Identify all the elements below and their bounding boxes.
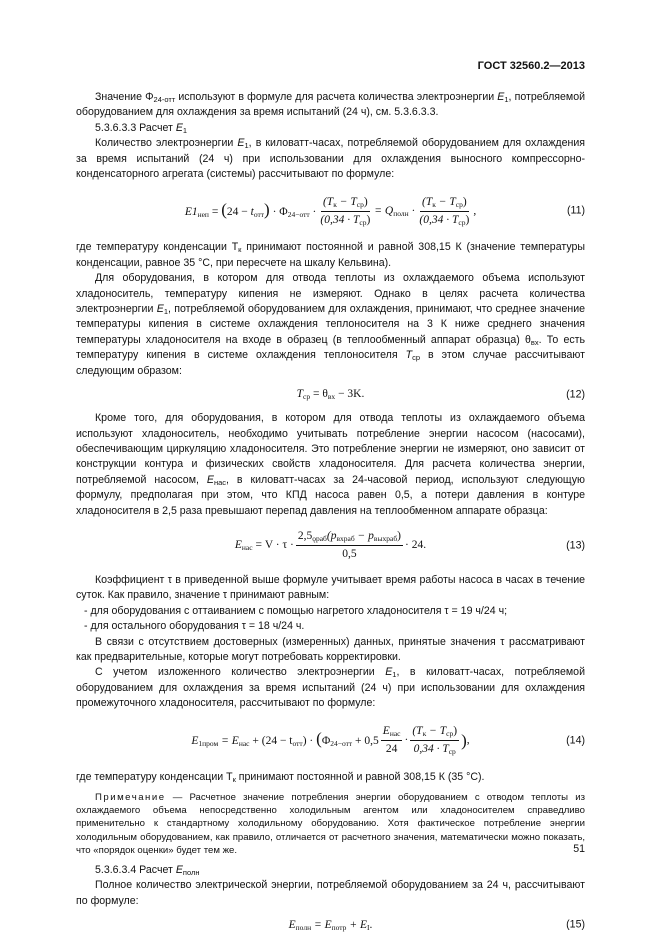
- paragraph-e1-intermediate: С учетом изложенного количество электроэнергии $E_1$, в киловатт-часах, потребляемой оборудованием для охлаждения за время испытаний (24 ч) при использовании для охлаждения промежуточного хладоносителя, рассчитывают по формуле:: [76, 666, 585, 710]
- formula-14-fraction-2: $\frac{(T_к - T_{ср})}{0,34 \cdot T_{ср}}$: [412, 724, 458, 757]
- formula-15: $E_{полн} = E_{потр} + E_I$. (15): [288, 918, 585, 932]
- note-block: Примечание — Расчетное значение потребления энергии оборудованием с отводом теплоты из охлаждаемого объема непосредственно холодильным агентом или хладоносителем справедливо применительно к стандартному холодильному оборудованию. Хотя фактическое потребление энергии холодильным оборудованием, как правило, отличается от расчетного значения, математически можно показать, что «порядок оценки» будет тем же.: [76, 792, 585, 856]
- standard-header: ГОСТ 32560.2—2013: [477, 60, 585, 72]
- formula-number-14: (14): [566, 733, 585, 746]
- paragraph-tk-35: где температуру конденсации $T_к$ принимают постоянной и равной 308,15 К (35 °С).: [76, 770, 485, 784]
- list-item-other: - для остального оборудования τ = 18 ч/24 ч.: [84, 620, 305, 633]
- list-item-defrost: - для оборудования с оттаиванием с помощью нагретого хладоносителя τ = 19 ч/24 ч;: [84, 604, 508, 617]
- section-heading-5-3-6-3-4: 5.3.6.3.4 Расчет $E_{полн}$: [95, 864, 200, 878]
- formula-11: $E1_{неп} = (24 - t_{отт}) \cdot \Phi_{24-отт}$ · $\frac{(T_к - T_{ср})}{(0,34 \cdot T_{ср})}$ = $Q_{полн}$ · $\frac{(T_к - T_{ср})}{(0,34 \cdot T_{ср})}$ , (11): [184, 195, 585, 227]
- paragraph-phi-usage: Значение $\Phi_{24-отт}$ используют в формуле для расчета количества электроэнергии $E_1$, потребляемой оборудованием для охлаждения за время испытаний (24 ч), см. 5.3.6.3.3.: [76, 91, 586, 119]
- formula-13-fraction: $\frac{2,5_{ǫраб}(p_{вхраб} - p_{выхраб})}{0,5}$: [297, 530, 401, 561]
- section-heading-5-3-6-3-3: 5.3.6.3.3 Расчет $E_1$: [95, 121, 188, 135]
- formula-11-fraction-2: $\frac{(T_к - T_{ср})}{(0,34 \cdot T_{ср})}$: [419, 195, 470, 227]
- formula-14: $E_{1пром} = E_{нас} + (24 - t_{отт}) \cdot (\Phi_{24-отт} + 0,5$ $\frac{E_{нас}}{24}$ · $\frac{(T_к - T_{ср})}{0,34 \cdot T_{ср}}$ ) , (14): [191, 724, 585, 757]
- paragraph-tau-preliminary: В связи с отсутствием достоверных (измеренных) данных, принятые значения τ рассматривают как предварительные, которые могут потребовать корректировки.: [76, 635, 585, 663]
- formula-number-13: (13): [566, 539, 585, 552]
- formula-number-15: (15): [566, 918, 585, 931]
- formula-14-fraction-1: $\frac{E_{нас}}{24}$: [382, 724, 401, 756]
- paragraph-tau-coefficient: Коэффициент τ в приведенной выше формуле учитывает время работы насоса в часах в течение суток. Как правило, значение τ принимают равным:: [76, 573, 585, 602]
- formula-12: $T_{ср} = \theta_{вх} - 3K$. (12): [296, 388, 585, 402]
- paragraph-boiling-temperature: Для оборудования, в котором для отвода теплоты из охлаждаемого объема используют хладоноситель, температуру кипения не измеряют. Однако в целях расчета количества электроэнергии $E_1$, потребляемой оборудованием для охлаждения, принимают, что среднее значение температуры кипения в системе охлаждения теплоносителя на 3 К ниже среднего значения температуры хладоносителя на входе в образец (в теплообменный аппарат образца) $\theta_{вх}$. То есть температуру кипения в системе охлаждения теплоносителя $T_{ср}$ в этом случае рассчитывают следующим образом:: [76, 272, 586, 377]
- formula-13: $E_{нас} = V \cdot \tau$ · $\frac{2,5_{ǫраб}(p_{вхраб} - p_{выхраб})}{0,5}$ · 24. (13): [76, 523, 585, 569]
- paragraph-total-energy: Полное количество электрической энергии, потребляемой оборудованием за 24 ч, рассчитывают по формуле:: [76, 879, 585, 907]
- formula-number-11: (11): [566, 204, 585, 217]
- paragraph-pump-energy: Кроме того, для оборудования, в котором для отвода теплоты из охлаждаемого объема используют хладоноситель, необходимо учитывать потребление энергии насосом (насосами), обеспечивающим циркуляцию хладоносителя. Это потребление энергии не измеряют, оно зависит от конструкции контура и физических свойств хладоносителя. Для расчета количества энергии, потребляемой насосом, $E_{нас}$, в киловатт-часах за 24-часовой период, используют следующую формулу, предполагая при этом, что КПД насоса равен 0,5, а потери давления в контуре хладоносителя в 2,5 раза превышают перепад давления на теплообменном аппарате образца:: [76, 412, 585, 517]
- page-content: [76, 90, 585, 941]
- page-number: 51: [573, 843, 585, 855]
- paragraph-tk-condensation: где температуру конденсации $T_к$ принимают постоянной и равной 308,15 К (значение температуры конденсации, равное 35 °С, при пересчете на шкалу Кельвина).: [76, 241, 586, 269]
- formula-11-fraction-1: $\frac{(T_к - T_{ср})}{(0,34 \cdot T_{ср})}$: [320, 195, 371, 227]
- paragraph-e1-definition: Количество электроэнергии $E_1$, в киловатт-часах, потребляемой оборудованием для охлаждения за время испытаний (24 ч) при использовании для охлаждения выносного компрессорно-конденсаторного агрегата (системы) рассчитывают по формуле:: [76, 137, 585, 181]
- note-label: Примечание: [95, 792, 166, 803]
- formula-number-12: (12): [566, 388, 585, 401]
